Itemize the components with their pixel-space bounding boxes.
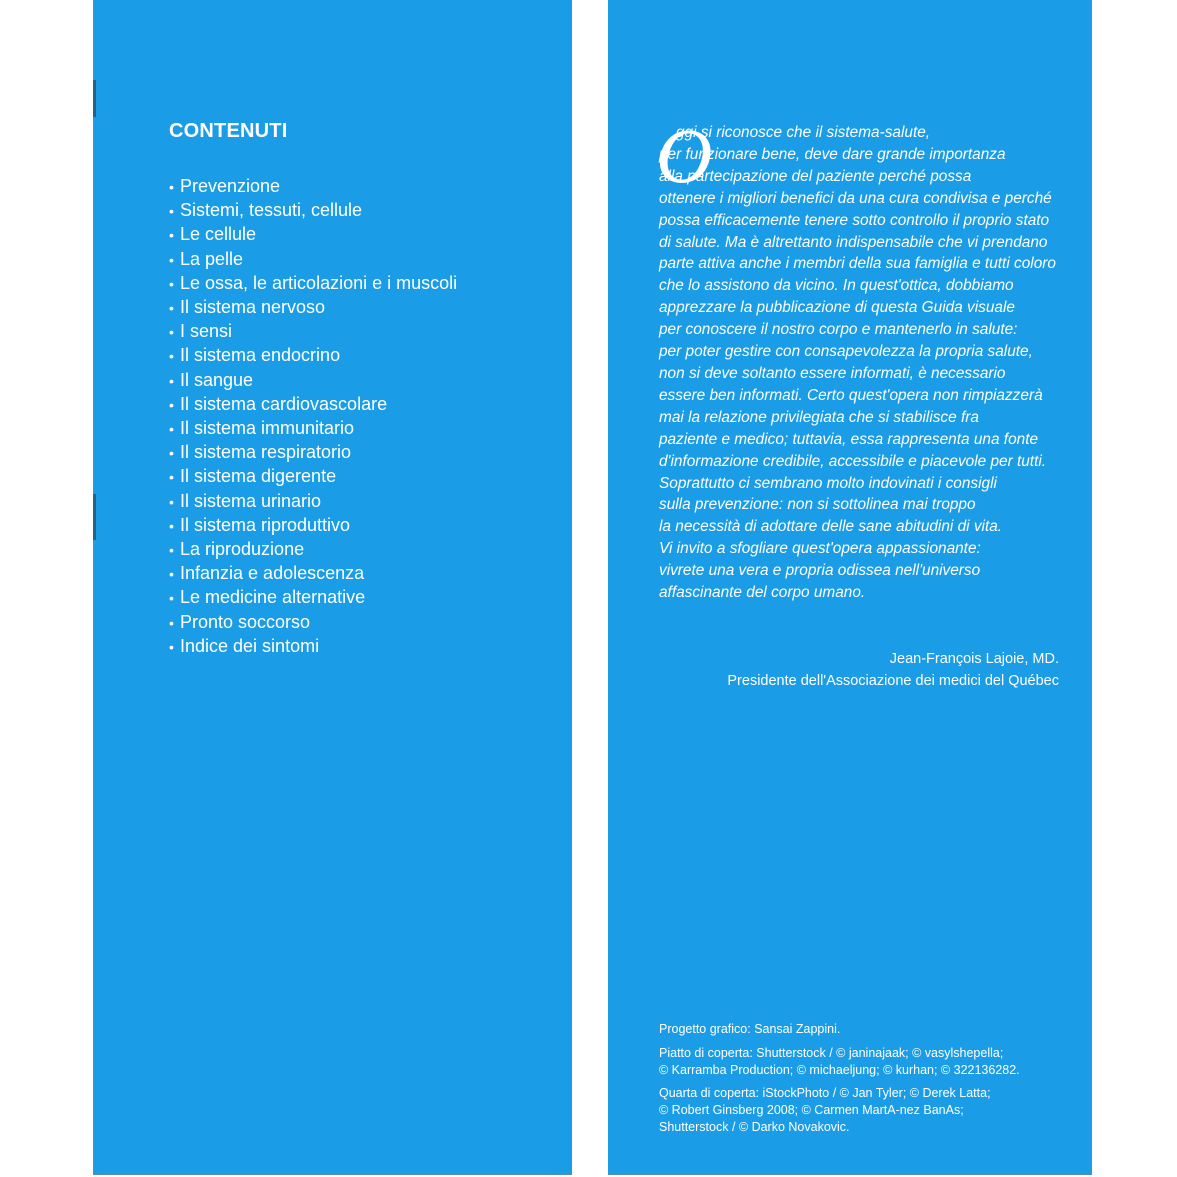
credit-line: Piatto di coperta: Shutterstock / © janinajaak; © vasylshepella; (659, 1045, 1004, 1060)
bullet-icon: • (169, 469, 174, 486)
bullet-icon: • (169, 590, 174, 607)
contents-item (169, 248, 457, 272)
bullet-icon: • (169, 275, 174, 292)
contents-item (169, 199, 457, 223)
foreword-line: ggi si riconosce che il sistema-salute, (676, 124, 931, 141)
bullet-icon: • (169, 396, 174, 413)
credit-line: © Robert Ginsberg 2008; © Carmen MartA-nez BanAs; (659, 1103, 964, 1118)
contents-item-label: Il sistema immunitario (180, 418, 355, 439)
contents-item-label: La pelle (180, 248, 244, 269)
design-credit: Progetto grafico: Sansai Zappini. (659, 1022, 841, 1036)
foreword-line: Soprattutto ci sembrano molto indovinati i consigli (659, 474, 997, 492)
credit-line: Quarta di coperta: iStockPhoto / © Jan Tyler; © Derek Latta; (659, 1086, 991, 1101)
contents-item (169, 272, 457, 296)
bullet-icon: • (169, 445, 174, 462)
foreword-text (659, 122, 1069, 604)
foreword-line: per poter gestire con consapevolezza la propria salute, (659, 343, 1033, 361)
contents-item-label: Il sistema endocrino (180, 345, 341, 366)
bullet-icon: • (169, 638, 174, 655)
foreword-line: d'informazione credibile, accessibile e piacevole per tutti. (659, 452, 1047, 470)
contents-item-label: Il sistema digerente (180, 466, 337, 487)
contents-item (169, 465, 457, 489)
credit-line: Shutterstock / © Darko Novakovic. (659, 1119, 850, 1134)
signature-name: Jean-François Lajoie, MD. (889, 651, 1059, 667)
signature-block (659, 648, 1059, 692)
contents-item-label: Le ossa, le articolazioni e i muscoli (180, 272, 458, 293)
contents-item-label: Le cellule (180, 224, 257, 245)
foreword-line: che lo assistono da vicino. In quest'ottica, dobbiamo (659, 277, 1014, 295)
contents-item-label: Sistemi, tessuti, cellule (180, 200, 363, 221)
contents-item (169, 562, 457, 586)
drop-cap: O (656, 112, 713, 199)
bullet-icon: • (169, 517, 174, 534)
credit-line: © Karramba Production; © michaeljung; © kurhan; © 322136282. (659, 1062, 1020, 1077)
foreword-line: Vi invito a sfogliare quest'opera appassionante: (659, 540, 981, 558)
contents-item (169, 538, 457, 562)
contents-item (169, 635, 457, 659)
bullet-icon: • (169, 372, 174, 389)
contents-item-label: Le medicine alternative (180, 587, 366, 608)
bullet-icon: • (169, 203, 174, 220)
contents-item (169, 223, 457, 247)
contents-item-label: Prevenzione (180, 176, 281, 196)
contents-item (169, 514, 457, 538)
contents-item (169, 441, 457, 465)
bullet-icon: • (169, 566, 174, 583)
contents-item-label: Indice dei sintomi (180, 635, 320, 656)
bullet-icon: • (169, 227, 174, 244)
bullet-icon: • (169, 179, 174, 195)
contents-item-label: Il sistema riproduttivo (180, 514, 351, 535)
contents-heading: CONTENUTI (169, 120, 288, 142)
foreword-line: vivrete una vera e propria odissea nell'universo (659, 562, 981, 580)
bullet-icon: • (169, 251, 174, 268)
foreword-line: la necessità di adottare delle sane abitudini di vita. (659, 518, 1003, 536)
back-cover-credits (659, 1085, 1079, 1135)
contents-item (169, 369, 457, 393)
bullet-icon: • (169, 300, 174, 317)
bullet-icon: • (169, 324, 174, 341)
contents-item (169, 586, 457, 610)
foreword-line: possa efficacemente tenere sotto controllo il proprio stato (659, 211, 1050, 229)
contents-item (169, 393, 457, 417)
contents-list (169, 175, 457, 659)
foreword-line: alla partecipazione del paziente perché possa (659, 167, 972, 185)
bullet-icon: • (169, 542, 174, 559)
contents-item-label: La riproduzione (180, 539, 305, 560)
foreword-line: essere ben informati. Certo quest'opera non rimpiazzerà (659, 386, 1043, 404)
contents-item-label: Il sistema cardiovascolare (180, 393, 388, 414)
foreword-line: paziente e medico; tuttavia, essa rappresenta una fonte (659, 430, 1039, 448)
contents-item-label: Il sangue (180, 369, 254, 390)
credits-block (659, 1021, 1079, 1143)
contents-item (169, 296, 457, 320)
contents-item-label: Pronto soccorso (180, 611, 311, 632)
contents-item (169, 175, 457, 199)
front-cover-credits (659, 1045, 1079, 1079)
contents-item-label: Infanzia e adolescenza (180, 563, 365, 584)
foreword-line: sulla prevenzione: non si sottolinea mai troppo (659, 496, 976, 514)
bullet-icon: • (169, 421, 174, 438)
foreword-line: per funzionare bene, deve dare grande importanza (659, 145, 1006, 163)
foreword-line: parte attiva anche i membri della sua famiglia e tutti coloro (659, 255, 1056, 273)
signature-role: Presidente dell'Associazione dei medici del Québec (727, 673, 1059, 689)
contents-item (169, 490, 457, 514)
contents-item-label: Il sistema urinario (180, 490, 322, 511)
contents-item (169, 344, 457, 368)
bullet-icon: • (169, 493, 174, 510)
contents-item-label: I sensi (180, 321, 233, 342)
foreword-line: apprezzare la pubblicazione di questa Guida visuale (659, 299, 1015, 317)
foreword-line: mai la relazione privilegiata che si stabilisce fra (659, 408, 979, 426)
contents-item (169, 611, 457, 635)
contents-item (169, 417, 457, 441)
contents-item (169, 320, 457, 344)
cover-edge-shadow (93, 80, 96, 540)
bullet-icon: • (169, 614, 174, 631)
contents-item-label: Il sistema respiratorio (180, 442, 352, 463)
foreword-line: ottenere i migliori benefici da una cura condivisa e perché (659, 189, 1052, 207)
foreword-line: per conoscere il nostro corpo e mantenerlo in salute: (659, 321, 1018, 339)
contents-item-label: Il sistema nervoso (180, 297, 326, 318)
foreword-line: non si deve soltanto essere informati, è necessario (659, 364, 1006, 382)
foreword-line: affascinante del corpo umano. (659, 584, 866, 602)
bullet-icon: • (169, 348, 174, 365)
foreword-line: di salute. Ma è altrettanto indispensabile che vi prendano (659, 233, 1048, 251)
